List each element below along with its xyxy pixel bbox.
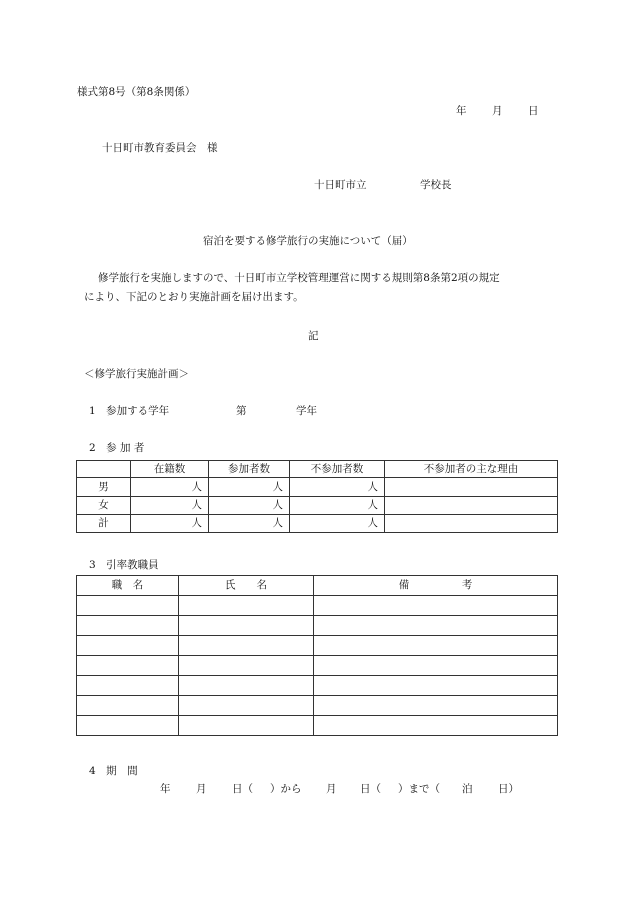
enrolled-count-cell[interactable]: 人 xyxy=(131,497,209,515)
staff-header-remarks: 備 考 xyxy=(314,576,558,596)
form-number: 様式第8号（第8条関係） xyxy=(77,86,196,98)
participants-row-total xyxy=(77,515,558,533)
plan-heading: ＜修学旅行実施計画＞ xyxy=(84,368,189,380)
section-4-label: 4 期 間 xyxy=(89,765,138,777)
participating-count-cell[interactable]: 人 xyxy=(209,478,290,497)
staff-name-cell[interactable] xyxy=(179,636,314,656)
period-nights: 泊 xyxy=(462,783,473,795)
participants-header-row xyxy=(77,461,558,478)
staff-position-cell[interactable] xyxy=(77,656,179,676)
staff-remarks-cell[interactable] xyxy=(314,716,558,736)
date-day: 日 xyxy=(528,105,539,117)
staff-position-cell[interactable] xyxy=(77,636,179,656)
section-1-label: 1 参加する学年 xyxy=(89,405,170,417)
period-month-2: 月 xyxy=(326,783,337,795)
sender-principal: 学校長 xyxy=(420,179,452,191)
period-close-2: ）まで（ xyxy=(398,783,440,795)
period-days: 日） xyxy=(498,783,519,795)
row-label: 計 xyxy=(77,515,131,533)
participants-header-participating: 参加者数 xyxy=(209,461,290,478)
participants-header-blank xyxy=(77,461,131,478)
staff-header-position: 職 名 xyxy=(77,576,179,596)
section-2-label: 2 参 加 者 xyxy=(89,442,145,454)
body-line-2: により、下記のとおり実施計画を届け出ます。 xyxy=(84,291,304,303)
staff-name-cell[interactable] xyxy=(179,716,314,736)
staff-name-cell[interactable] xyxy=(179,656,314,676)
enrolled-count-cell[interactable]: 人 xyxy=(131,478,209,497)
reason-cell[interactable] xyxy=(385,478,558,497)
period-month-1: 月 xyxy=(196,783,207,795)
staff-name-cell[interactable] xyxy=(179,696,314,716)
section-1-dai: 第 xyxy=(236,405,247,417)
staff-position-cell[interactable] xyxy=(77,596,179,616)
staff-row xyxy=(77,716,558,736)
participants-row-female xyxy=(77,497,558,515)
staff-remarks-cell[interactable] xyxy=(314,676,558,696)
staff-position-cell[interactable] xyxy=(77,616,179,636)
staff-remarks-cell[interactable] xyxy=(314,596,558,616)
staff-name-cell[interactable] xyxy=(179,616,314,636)
addressee: 十日町市教育委員会 様 xyxy=(102,142,218,154)
date-month: 月 xyxy=(492,105,503,117)
period-year: 年 xyxy=(160,783,171,795)
ki-marker: 記 xyxy=(308,330,319,342)
reason-cell[interactable] xyxy=(385,497,558,515)
enrolled-count-cell[interactable]: 人 xyxy=(131,515,209,533)
staff-row xyxy=(77,616,558,636)
staff-position-cell[interactable] xyxy=(77,696,179,716)
staff-remarks-cell[interactable] xyxy=(314,656,558,676)
participants-header-reason: 不参加者の主な理由 xyxy=(385,461,558,478)
section-1-grade-suffix: 学年 xyxy=(296,405,317,417)
participating-count-cell[interactable]: 人 xyxy=(209,515,290,533)
staff-row xyxy=(77,636,558,656)
staff-remarks-cell[interactable] xyxy=(314,616,558,636)
absent-count-cell[interactable]: 人 xyxy=(290,515,385,533)
participants-header-enrolled: 在籍数 xyxy=(131,461,209,478)
row-label: 男 xyxy=(77,478,131,497)
period-day-1: 日（ xyxy=(232,783,253,795)
row-label: 女 xyxy=(77,497,131,515)
staff-name-cell[interactable] xyxy=(179,596,314,616)
period-day-2: 日（ xyxy=(360,783,381,795)
staff-row xyxy=(77,676,558,696)
staff-header-name: 氏 名 xyxy=(179,576,314,596)
absent-count-cell[interactable]: 人 xyxy=(290,497,385,515)
staff-row xyxy=(77,656,558,676)
staff-remarks-cell[interactable] xyxy=(314,636,558,656)
staff-table-body xyxy=(77,596,558,736)
staff-position-cell[interactable] xyxy=(77,676,179,696)
participating-count-cell[interactable]: 人 xyxy=(209,497,290,515)
staff-position-cell[interactable] xyxy=(77,716,179,736)
participants-row-male xyxy=(77,478,558,497)
participants-table xyxy=(76,460,558,533)
staff-remarks-cell[interactable] xyxy=(314,696,558,716)
staff-header-row xyxy=(77,576,558,596)
reason-cell[interactable] xyxy=(385,515,558,533)
body-line-1: 修学旅行を実施しますので、十日町市立学校管理運営に関する規則第8条第2項の規定 xyxy=(98,272,500,284)
sender-school-prefix: 十日町市立 xyxy=(314,179,367,191)
absent-count-cell[interactable]: 人 xyxy=(290,478,385,497)
date-year: 年 xyxy=(456,105,467,117)
period-close-1: ）から xyxy=(270,783,302,795)
document-title: 宿泊を要する修学旅行の実施について（届） xyxy=(203,235,413,247)
staff-table xyxy=(76,575,558,736)
participants-header-absent: 不参加者数 xyxy=(290,461,385,478)
staff-name-cell[interactable] xyxy=(179,676,314,696)
staff-row xyxy=(77,596,558,616)
section-3-label: 3 引率教職員 xyxy=(89,559,159,571)
staff-row xyxy=(77,696,558,716)
